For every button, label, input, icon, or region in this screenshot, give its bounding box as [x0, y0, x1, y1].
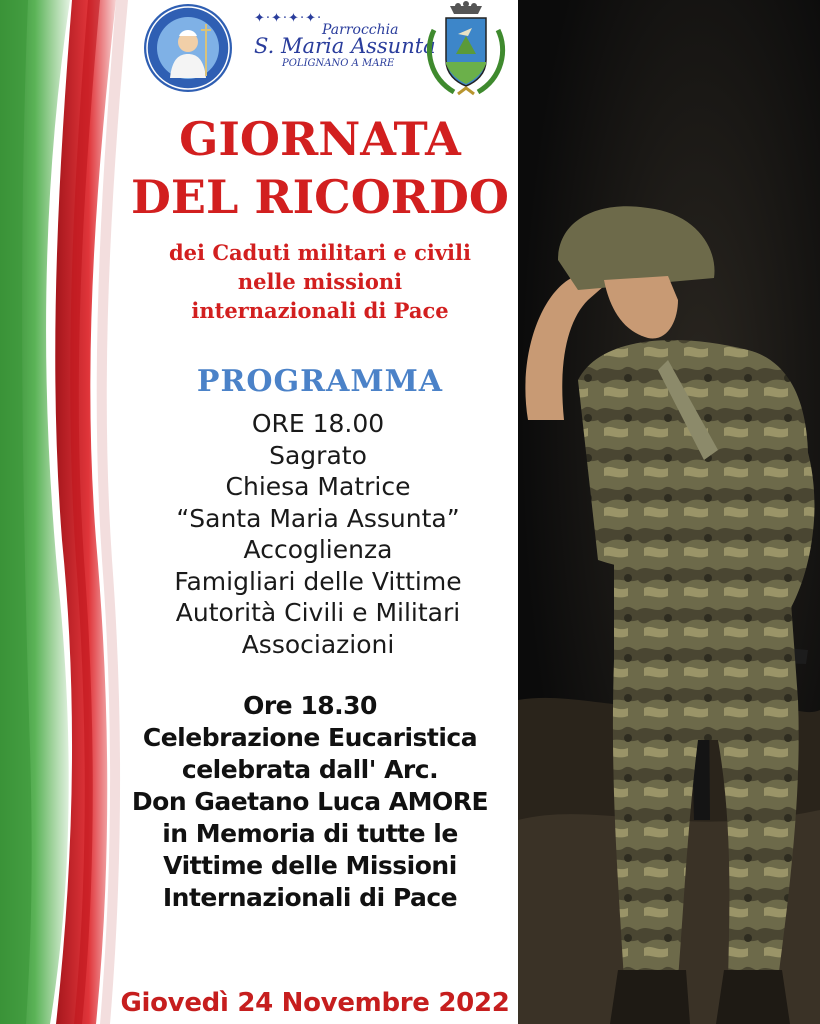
program-line: in Memoria di tutte le	[162, 819, 458, 848]
title-line-1: GIORNATA	[179, 112, 461, 166]
program-line: celebrata dall' Arc.	[181, 755, 439, 784]
parish-name: S. Maria Assunta	[254, 34, 436, 58]
municipal-crest-icon	[420, 0, 512, 100]
parish-label: Parrocchia	[322, 22, 399, 38]
program-first-part	[108, 408, 528, 660]
pope-association-logo	[140, 2, 236, 94]
program-line: Internazionali di Pace	[162, 883, 458, 912]
program-second-part	[100, 690, 520, 914]
program-line: “Santa Maria Assunta”	[176, 503, 460, 533]
program-line: Vittime delle Missioni	[163, 851, 457, 880]
program-line: ORE 18.00	[251, 409, 385, 438]
program-line: Autorità Civili e Militari	[175, 598, 461, 627]
program-line: Don Gaetano Luca AMORE	[131, 787, 489, 816]
programma-heading: PROGRAMMA	[196, 364, 444, 399]
program-line: Celebrazione Eucaristica	[142, 723, 478, 752]
program-line: Associazioni	[241, 629, 395, 659]
program-line: Accoglienza	[243, 535, 393, 564]
program-line: Ore 18.30	[243, 691, 377, 720]
program-line: Sagrato	[269, 440, 367, 470]
parish-logo	[250, 11, 436, 72]
subtitle-line: dei Caduti militari e civili	[169, 240, 471, 265]
subtitle-line: internazionali di Pace	[191, 298, 449, 323]
title-line-2: DEL RICORDO	[131, 170, 509, 224]
program-line: Famigliari delle Vittime	[174, 566, 462, 596]
subtitle-line: nelle missioni	[237, 269, 403, 294]
soldier-figure	[518, 0, 820, 1024]
stars-icon: ✦·✦·✦·✦·	[254, 11, 323, 26]
soldier-photo	[518, 0, 820, 1024]
subtitle	[120, 238, 520, 325]
program-line: Chiesa Matrice	[225, 472, 411, 501]
event-date: Giovedì 24 Novembre 2022	[120, 988, 510, 1018]
parish-town: POLIGNANO A MARE	[282, 58, 395, 69]
